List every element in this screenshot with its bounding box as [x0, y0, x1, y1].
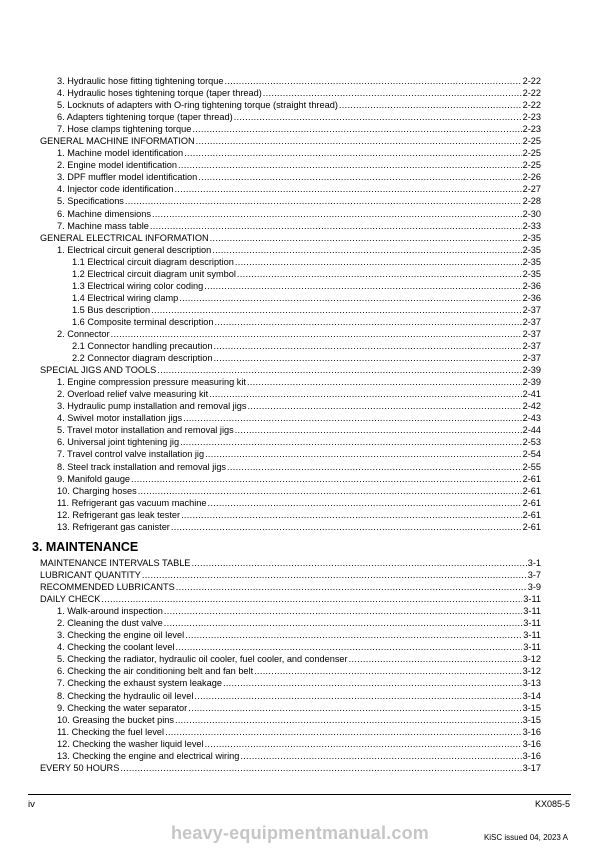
toc-list-chapter-3 [40, 557, 541, 774]
toc-entry [40, 702, 541, 714]
dot-leader [176, 581, 527, 593]
toc-entry-title: 1.4 Electrical wiring clamp [72, 292, 179, 303]
toc-entry-title: 4. Checking the coolant level [57, 642, 175, 653]
toc-entry-title: 1. Walk-around inspection [57, 606, 163, 617]
toc-entry-title: 7. Checking the exhaust system leakage [57, 678, 222, 689]
toc-entry-title: 1.2 Electrical circuit diagram unit symbol [72, 268, 236, 279]
toc-entry-page: 3-15 [522, 702, 541, 713]
toc-entry-page: 3-11 [523, 606, 541, 617]
toc-entry-page: 2-61 [522, 509, 541, 520]
toc-entry-title: 11. Refrigerant gas vacuum machine [57, 497, 207, 508]
dot-leader [164, 617, 523, 629]
dot-leader [171, 521, 522, 533]
dot-leader [247, 376, 522, 388]
toc-entry-title: 1. Engine compression pressure measuring kit [57, 377, 246, 388]
dot-leader [174, 183, 521, 195]
toc-entry [40, 473, 541, 485]
toc-entry [40, 340, 541, 352]
toc-entry [40, 123, 541, 135]
dot-leader [180, 436, 522, 448]
dot-leader [210, 232, 522, 244]
toc-entry [40, 388, 541, 400]
toc-entry-title: 1.3 Electrical wiring color coding [72, 280, 204, 291]
toc-entry-page: 2-36 [522, 280, 541, 291]
toc-entry [40, 364, 541, 376]
toc-entry [40, 581, 541, 593]
toc-entry-title: 7. Travel control valve installation jig [57, 449, 205, 460]
toc-entry [40, 750, 541, 762]
toc-entry-title: 3. Hydraulic hose fitting tightening torque [57, 76, 224, 86]
footer-divider [28, 794, 571, 795]
dot-leader [263, 87, 522, 99]
toc-entry-page: 2-35 [522, 244, 541, 255]
toc-entry [40, 328, 541, 340]
toc-entry [40, 87, 541, 99]
toc-entry [40, 629, 541, 641]
toc-entry-title: LUBRICANT QUANTITY [40, 570, 141, 581]
dot-leader [181, 509, 522, 521]
toc-entry-title: 1.1 Electrical circuit diagram description [72, 256, 234, 267]
toc-entry [40, 244, 541, 256]
dot-leader [101, 593, 522, 605]
dot-leader [152, 208, 522, 220]
toc-entry-title: RECOMMENDED LUBRICANTS [40, 582, 175, 593]
toc-entry [40, 208, 541, 220]
dot-leader [157, 364, 521, 376]
toc-entry-title: 1.6 Composite terminal description [72, 316, 214, 327]
toc-entry-title: 2. Engine model identification [57, 160, 178, 171]
toc-entry-title: GENERAL ELECTRICAL INFORMATION [40, 232, 209, 243]
toc-entry-page: 2-28 [522, 196, 541, 207]
dot-leader [125, 195, 522, 207]
watermark: heavy-equipmentmanual.com [170, 823, 430, 843]
toc-entry-title: 6. Machine dimensions [57, 208, 151, 219]
toc-entry-page: 2-25 [522, 136, 541, 147]
toc-entry-page: 2-41 [522, 389, 541, 400]
toc-entry [40, 714, 541, 726]
toc-entry-title: 9. Manifold gauge [57, 473, 131, 484]
toc-entry-title: 2. Overload relief valve measuring kit [57, 389, 209, 400]
toc-entry-page: 2-22 [522, 76, 541, 86]
toc-list-chapter-2 [40, 75, 541, 533]
toc-entry-page: 2-22 [522, 100, 541, 111]
toc-entry-page: 3-16 [522, 750, 541, 761]
toc-entry [40, 75, 541, 87]
dot-leader [223, 677, 522, 689]
toc-entry-title: 6. Checking the air conditioning belt and fan belt [57, 666, 254, 677]
toc-entry-title: 7. Hose clamps tightening torque [57, 124, 192, 135]
dot-leader [214, 316, 521, 328]
toc-entry [40, 147, 541, 159]
toc-entry [40, 376, 541, 388]
dot-leader [120, 762, 521, 774]
toc-entry-page: 2-26 [522, 172, 541, 183]
dot-leader [207, 497, 521, 509]
toc-entry-title: 4. Hydraulic hoses tightening torque (taper thread) [57, 88, 262, 99]
toc-entry [40, 557, 541, 569]
toc-entry-page: 2-35 [522, 232, 541, 243]
toc-entry-page: 2-42 [522, 401, 541, 412]
toc-entry [40, 641, 541, 653]
toc-entry-page: 3-11 [523, 618, 541, 629]
dot-leader [175, 714, 522, 726]
toc-entry [40, 195, 541, 207]
toc-entry-page: 3-13 [522, 678, 541, 689]
toc-entry-title: MAINTENANCE INTERVALS TABLE [40, 558, 191, 568]
toc-entry-title: 2.1 Connector handling precaution [72, 341, 213, 352]
toc-entry [40, 424, 541, 436]
toc-entry-title: DAILY CHECK [40, 594, 101, 605]
toc-entry-title: 13. Checking the engine and electrical wiring [57, 750, 240, 761]
toc-entry-title: 12. Checking the washer liquid level [57, 738, 204, 749]
toc-entry [40, 738, 541, 750]
toc-entry [40, 665, 541, 677]
toc-entry-title: 9. Checking the water separator [57, 702, 188, 713]
toc-entry-title: 3. Checking the engine oil level [57, 630, 185, 641]
toc-entry [40, 183, 541, 195]
toc-entry [40, 461, 541, 473]
toc-entry-page: 2-39 [522, 377, 541, 388]
dot-leader [175, 641, 522, 653]
toc-entry [40, 400, 541, 412]
toc-entry [40, 497, 541, 509]
toc-entry-title: 1. Machine model identification [57, 148, 184, 159]
toc-entry-title: 2. Cleaning the dust valve [57, 618, 163, 629]
toc-entry-page: 2-23 [522, 112, 541, 123]
dot-leader [254, 665, 521, 677]
toc-entry-title: 5. Locknuts of adapters with O-ring tightening torque (straight thread) [57, 100, 338, 111]
toc-entry-page: 2-43 [522, 413, 541, 424]
toc-entry [40, 316, 541, 328]
dot-leader [213, 352, 521, 364]
toc-entry-page: 2-33 [522, 220, 541, 231]
toc-entry [40, 509, 541, 521]
toc-entry [40, 593, 541, 605]
section-heading: 3. MAINTENANCE [32, 540, 139, 554]
toc-entry [40, 256, 541, 268]
toc-entry [40, 485, 541, 497]
dot-leader [198, 171, 521, 183]
toc-entry [40, 617, 541, 629]
toc-entry-page: 3-11 [523, 642, 541, 653]
toc-entry-page: 2-39 [522, 365, 541, 376]
toc-entry-title: 2.2 Connector diagram description [72, 353, 213, 364]
dot-leader [240, 750, 521, 762]
dot-leader [179, 292, 521, 304]
toc-entry [40, 653, 541, 665]
dot-leader [235, 256, 522, 268]
toc-entry-page: 2-36 [522, 292, 541, 303]
toc-entry [40, 268, 541, 280]
toc-entry-page: 2-37 [522, 328, 541, 339]
toc-entry-page: 3-1 [527, 558, 541, 568]
toc-entry-page: 2-30 [522, 208, 541, 219]
toc-entry-page: 2-55 [522, 461, 541, 472]
toc-entry [40, 448, 541, 460]
toc-entry [40, 159, 541, 171]
toc-entry-title: 2. Connector [57, 328, 110, 339]
toc-entry [40, 605, 541, 617]
dot-leader [165, 726, 522, 738]
toc-entry-title: GENERAL MACHINE INFORMATION [40, 136, 195, 147]
dot-leader [235, 424, 522, 436]
dot-leader [111, 328, 522, 340]
toc-entry-title: 1. Electrical circuit general description [57, 244, 212, 255]
dot-leader [225, 75, 522, 87]
dot-leader [339, 99, 522, 111]
toc-entry [40, 726, 541, 738]
toc-entry [40, 171, 541, 183]
toc-entry-title: 3. DPF muffler model identification [57, 172, 198, 183]
toc-entry [40, 412, 541, 424]
toc-entry-title: 4. Swivel motor installation jigs [57, 413, 183, 424]
toc-entry-page: 3-15 [522, 714, 541, 725]
toc-entry-title: 13. Refrigerant gas canister [57, 521, 170, 532]
toc-entry [40, 690, 541, 702]
dot-leader [192, 123, 521, 135]
toc-entry [40, 521, 541, 533]
dot-leader [188, 702, 521, 714]
toc-entry [40, 220, 541, 232]
dot-leader [204, 280, 521, 292]
dot-leader [234, 111, 522, 123]
toc-entry [40, 762, 541, 774]
toc-entry-title: 8. Checking the hydraulic oil level [57, 690, 194, 701]
dot-leader [150, 220, 522, 232]
toc-entry-title: 10. Charging hoses [57, 485, 137, 496]
toc-entry-page: 2-23 [522, 124, 541, 135]
toc-entry [40, 569, 541, 581]
toc-entry-title: SPECIAL JIGS AND TOOLS [40, 365, 157, 376]
dot-leader [209, 388, 521, 400]
toc-entry [40, 111, 541, 123]
toc-entry-page: 3-11 [523, 630, 541, 641]
toc-entry-page: 2-37 [522, 304, 541, 315]
toc-entry-page: 2-25 [522, 160, 541, 171]
dot-leader [142, 569, 527, 581]
toc-entry-page: 2-35 [522, 256, 541, 267]
dot-leader [164, 605, 522, 617]
toc-entry [40, 135, 541, 147]
toc-entry-page: 2-44 [522, 425, 541, 436]
dot-leader [205, 738, 522, 750]
toc-entry-page: 2-61 [522, 473, 541, 484]
dot-leader [237, 268, 522, 280]
toc-entry-title: 3. Hydraulic pump installation and removal jigs [57, 401, 247, 412]
toc-entry-page: 2-61 [522, 485, 541, 496]
toc-entry-page: 3-12 [522, 666, 541, 677]
dot-leader [205, 448, 522, 460]
toc-entry [40, 436, 541, 448]
dot-leader [194, 690, 521, 702]
toc-entry [40, 352, 541, 364]
toc-entry-page: 3-11 [523, 594, 541, 605]
toc-entry-page: 3-7 [527, 570, 541, 581]
toc-entry [40, 677, 541, 689]
dot-leader [131, 473, 522, 485]
toc-entry-title: 12. Refrigerant gas leak tester [57, 509, 181, 520]
dot-leader [247, 400, 521, 412]
toc-entry-page: 3-16 [522, 738, 541, 749]
toc-entry-page: 3-14 [522, 690, 541, 701]
toc-entry-page: 3-16 [522, 726, 541, 737]
toc-entry-page: 2-53 [522, 437, 541, 448]
toc-entry-page: 3-17 [522, 762, 541, 773]
toc-entry-page: 2-37 [522, 353, 541, 364]
toc-entry-page: 2-54 [522, 449, 541, 460]
dot-leader [178, 159, 522, 171]
issue-info: KiSC issued 04, 2023 A [483, 833, 568, 842]
toc-entry-title: 5. Travel motor installation and removal jigs [57, 425, 234, 436]
toc-entry-title: 5. Specifications [57, 196, 124, 207]
toc-entry [40, 280, 541, 292]
dot-leader [191, 557, 526, 569]
toc-entry-title: 7. Machine mass table [57, 220, 149, 231]
toc-entry [40, 292, 541, 304]
dot-leader [349, 653, 522, 665]
page-number: iv [28, 799, 35, 810]
toc-entry-title: 1.5 Bus description [72, 304, 151, 315]
dot-leader [213, 340, 521, 352]
toc-entry-page: 2-22 [522, 88, 541, 99]
toc-entry-title: 11. Checking the fuel level [57, 726, 165, 737]
dot-leader [196, 135, 522, 147]
toc-entry-page: 2-37 [522, 341, 541, 352]
toc-entry-title: 6. Universal joint tightening jig [57, 437, 180, 448]
toc-entry-page: 2-25 [522, 148, 541, 159]
model-number: KX085-5 [534, 799, 570, 809]
toc-entry-page: 2-35 [522, 268, 541, 279]
dot-leader [183, 412, 522, 424]
dot-leader [185, 629, 522, 641]
toc-entry [40, 232, 541, 244]
toc-entry-title: 10. Greasing the bucket pins [57, 714, 174, 725]
toc-entry-page: 2-27 [522, 184, 541, 195]
dot-leader [138, 485, 522, 497]
toc-entry [40, 304, 541, 316]
toc-entry-title: EVERY 50 HOURS [40, 762, 120, 773]
toc-entry-page: 3-12 [522, 654, 541, 665]
toc-entry-page: 2-61 [522, 497, 541, 508]
toc-entry-page: 2-37 [522, 316, 541, 327]
toc-entry-page: 2-61 [522, 521, 541, 532]
dot-leader [212, 244, 521, 256]
dot-leader [184, 147, 521, 159]
toc-entry [40, 99, 541, 111]
dot-leader [151, 304, 521, 316]
toc-entry-title: 8. Steel track installation and removal jigs [57, 461, 227, 472]
toc-entry-title: 6. Adapters tightening torque (taper thread) [57, 112, 233, 123]
toc-entry-title: 4. Injector code identification [57, 184, 174, 195]
dot-leader [227, 461, 522, 473]
toc-entry-page: 3-9 [527, 582, 541, 593]
toc-entry-title: 5. Checking the radiator, hydraulic oil cooler, fuel cooler, and condenser [57, 654, 348, 665]
